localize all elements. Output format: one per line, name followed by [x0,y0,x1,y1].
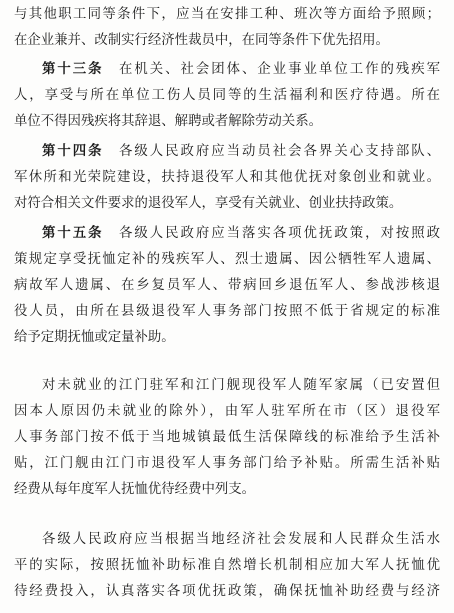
text-line: 对符合相关文件要求的退役军人，享受有关就业、创业扶持政策。 [14,196,403,211]
text-line: 单位不得因残疾将其辞退、解聘或者解除劳动关系。 [14,114,322,129]
text-line: 军休所和光荣院建设，扶持退役军人和其他优抚对象创业和就业。 [14,170,440,185]
text-line: 待经费投入，认真落实各项优抚政策，确保抚恤补助经费与经济 [14,584,440,599]
text-line: 人，享受与所在单位工伤人员同等的生活福利和医疗待遇。所在 [14,88,440,103]
text-line: 对未就业的江门驻军和江门舰现役军人随军家属（已安置但 [42,378,440,393]
text-line: 人事务部门按不低于当地城镇最低生活保障线的标准给予生活补 [14,430,440,445]
text-span: 在机关、社会团体、企业事业单位工作的残疾军 [118,62,440,77]
text-span: 各级人民政府应当动员社会各界关心支持部队、 [118,144,440,159]
text-span: 各级人民政府应当落实各项优抚政策，对按照政 [118,226,440,241]
text-line: 役人员，由所在县级退役军人事务部门按照不低于省规定的标准 [14,304,440,319]
text-line: 给予定期抚恤或定量补助。 [14,330,175,345]
text-line: 贴，江门舰由江门市退役军人事务部门给予补贴。所需生活补贴 [14,456,440,471]
article-13-heading: 第十三条 [42,62,104,77]
article-15-line [14,221,440,247]
article-15-heading: 第十五条 [42,226,104,241]
text-line: 病故军人遗属、在乡复员军人、带病回乡退伍军人、参战涉核退 [14,278,440,293]
text-line: 与其他职工同等条件下，应当在安排工种、班次等方面给予照顾； [14,7,440,22]
text-line: 策规定享受抚恤定补的残疾军人、烈士遗属、因公牺牲军人遗属、 [14,252,440,267]
text-line: 各级人民政府应当根据当地经济社会发展和人民群众生活水 [42,532,440,547]
text-line: 平的实际，按照抚恤补助标准自然增长机制相应加大军人抚恤优 [14,558,440,573]
text-line: 经费从每年度军人抚恤优待经费中列支。 [14,482,256,497]
article-14-line [14,139,440,165]
text-line: 因本人原因仍未就业的除外），由军人驻军所在市（区）退役军 [14,404,440,419]
article-14-heading: 第十四条 [42,144,104,159]
article-13-line [14,57,440,83]
text-line: 在企业兼并、改制实行经济性裁员中，在同等条件下优先招用。 [14,33,389,48]
